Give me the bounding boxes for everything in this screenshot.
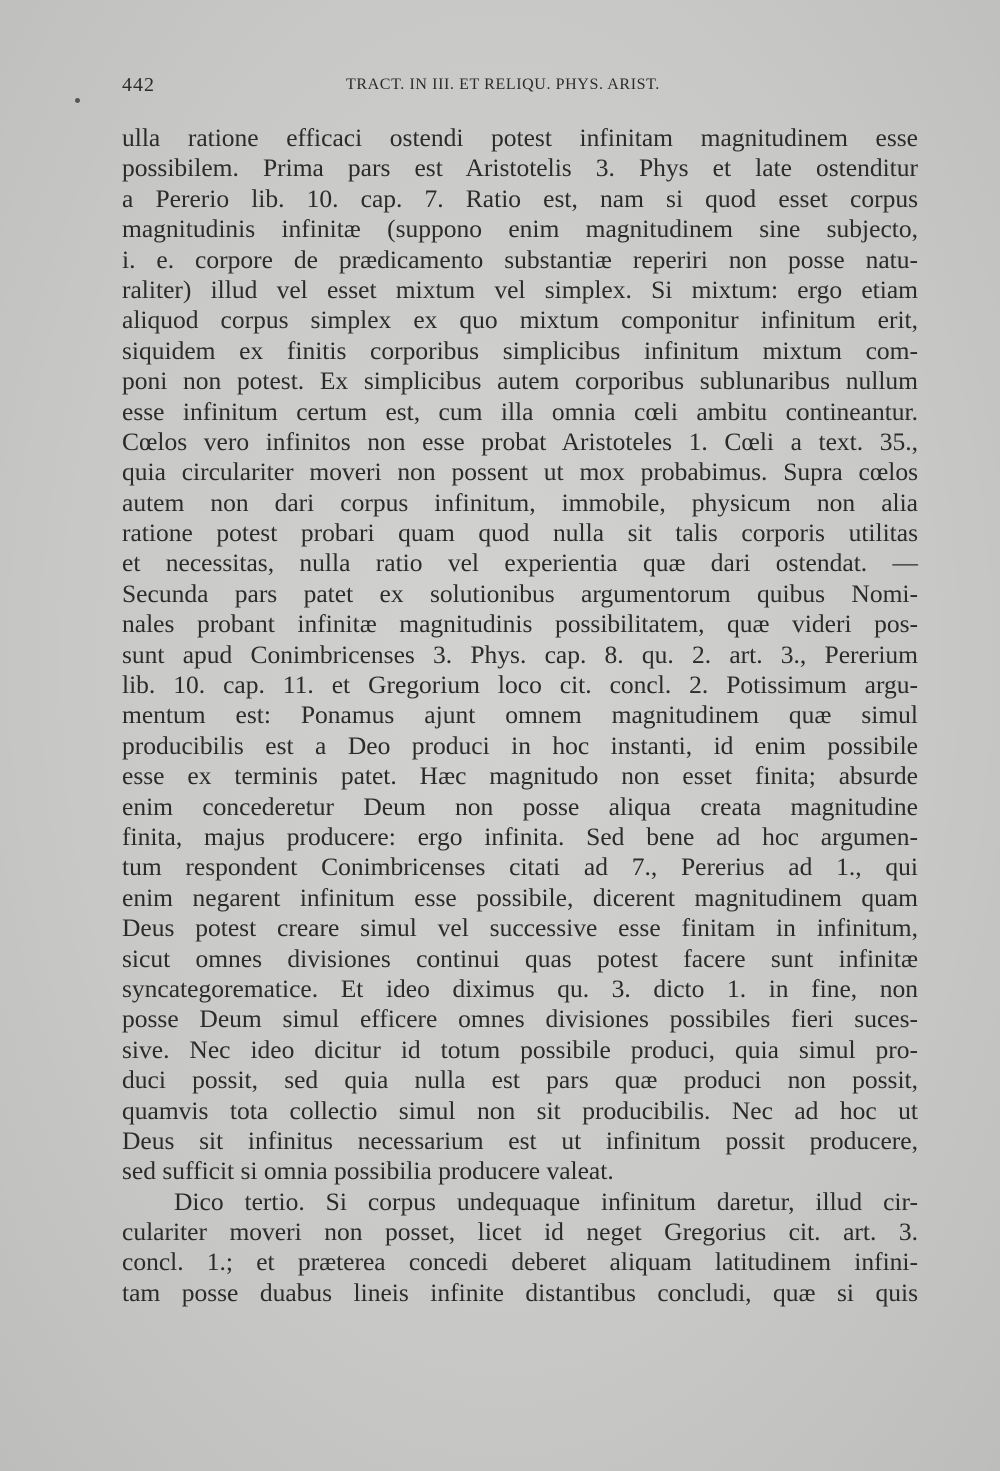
- text-line: raliter) illud vel esset mixtum vel simplex. Si mixtum: ergo etiam: [122, 274, 918, 304]
- ink-speck: [75, 98, 80, 103]
- text-line: mentum est: Ponamus ajunt omnem magnitudinem quæ simul: [122, 700, 918, 730]
- text-line: Secunda pars patet ex solutionibus argumentorum quibus Nomi-: [122, 578, 918, 608]
- page-number: 442: [122, 74, 155, 96]
- text-line: enim negarent infinitum esse possibile, dicerent magnitudinem quam: [122, 882, 918, 912]
- text-line: lib. 10. cap. 11. et Gregorium loco cit. concl. 2. Potissimum argu-: [122, 670, 918, 700]
- text-line: Dico tertio. Si corpus undequaque infinitum daretur, illud cir-: [174, 1186, 918, 1216]
- text-line: quamvis tota collectio simul non sit producibilis. Nec ad hoc ut: [122, 1095, 918, 1125]
- text-line: magnitudinis infinitæ (suppono enim magnitudinem sine subjecto,: [122, 214, 918, 244]
- text-line: et necessitas, nulla ratio vel experientia quæ dari ostendat. —: [122, 548, 918, 578]
- text-line: concl. 1.; et præterea concedi deberet aliquam latitudinem infini-: [122, 1247, 918, 1277]
- text-line: ratione potest probari quam quod nulla sit talis corporis utilitas: [122, 518, 918, 548]
- text-line: duci possit, sed quia nulla est pars quæ produci non possit,: [122, 1065, 918, 1095]
- text-line: sunt apud Conimbricenses 3. Phys. cap. 8. qu. 2. art. 3., Pererium: [122, 639, 918, 669]
- text-line: posse Deum simul efficere omnes divisiones possibiles fieri suces-: [122, 1004, 918, 1034]
- text-line: tam posse duabus lineis infinite distantibus concludi, quæ si quis: [122, 1277, 918, 1307]
- text-line: autem non dari corpus infinitum, immobile, physicum non alia: [122, 487, 918, 517]
- text-line: poni non potest. Ex simplicibus autem corporibus sublunaribus nullum: [122, 366, 918, 396]
- text-line: i. e. corpore de prædicamento substantiæ reperiri non posse natu-: [122, 244, 918, 274]
- text-line: quia circulariter moveri non possent ut mox probabimus. Supra cœlos: [122, 457, 918, 487]
- text-line: finita, majus producere: ergo infinita. Sed bene ad hoc argumen-: [122, 821, 918, 851]
- text-line: sive. Nec ideo dicitur id totum possibile produci, quia simul pro-: [122, 1034, 918, 1064]
- text-line: ulla ratione efficaci ostendi potest infinitam magnitudinem esse: [122, 123, 918, 152]
- text-line: syncategorematice. Et ideo diximus qu. 3. dicto 1. in fine, non: [122, 973, 918, 1003]
- text-line: Cœlos vero infinitos non esse probat Aristoteles 1. Cœli a text. 35.,: [122, 426, 918, 456]
- text-line: culariter moveri non posset, licet id neget Gregorius cit. art. 3.: [122, 1217, 918, 1247]
- text-line: a Pererio lib. 10. cap. 7. Ratio est, nam si quod esset corpus: [122, 183, 918, 213]
- text-line: possibilem. Prima pars est Aristotelis 3. Phys et late ostenditur: [122, 153, 918, 183]
- text-line: Deus potest creare simul vel successive esse finitam in infinitum,: [122, 913, 918, 943]
- text-line: sicut omnes divisiones continui quas potest facere sunt infinitæ: [122, 943, 918, 973]
- running-head: [122, 74, 922, 100]
- text-line: enim concederetur Deum non posse aliqua creata magnitudine: [122, 791, 918, 821]
- text-line: Deus sit infinitus necessarium est ut infinitum possit producere,: [122, 1125, 918, 1155]
- text-line: tum respondent Conimbricenses citati ad 7., Pererius ad 1., qui: [122, 852, 918, 882]
- text-line: esse ex terminis patet. Hæc magnitudo non esset finita; absurde: [122, 761, 918, 791]
- text-line: sed sufficit si omnia possibilia producere valeat.: [122, 1156, 614, 1186]
- text-line: esse infinitum certum est, cum illa omnia cœli ambitu contineantur.: [122, 396, 918, 426]
- text-line: producibilis est a Deo produci in hoc instanti, id enim possibile: [122, 730, 918, 760]
- text-line: nales probant infinitæ magnitudinis possibilitatem, quæ videri pos-: [122, 609, 918, 639]
- body-text: [122, 123, 918, 1308]
- running-title: TRACT. IN III. ET RELIQU. PHYS. ARIST.: [346, 76, 660, 93]
- text-line: aliquod corpus simplex ex quo mixtum componitur infinitum erit,: [122, 305, 918, 335]
- text-line: siquidem ex finitis corporibus simplicibus infinitum mixtum com-: [122, 335, 918, 365]
